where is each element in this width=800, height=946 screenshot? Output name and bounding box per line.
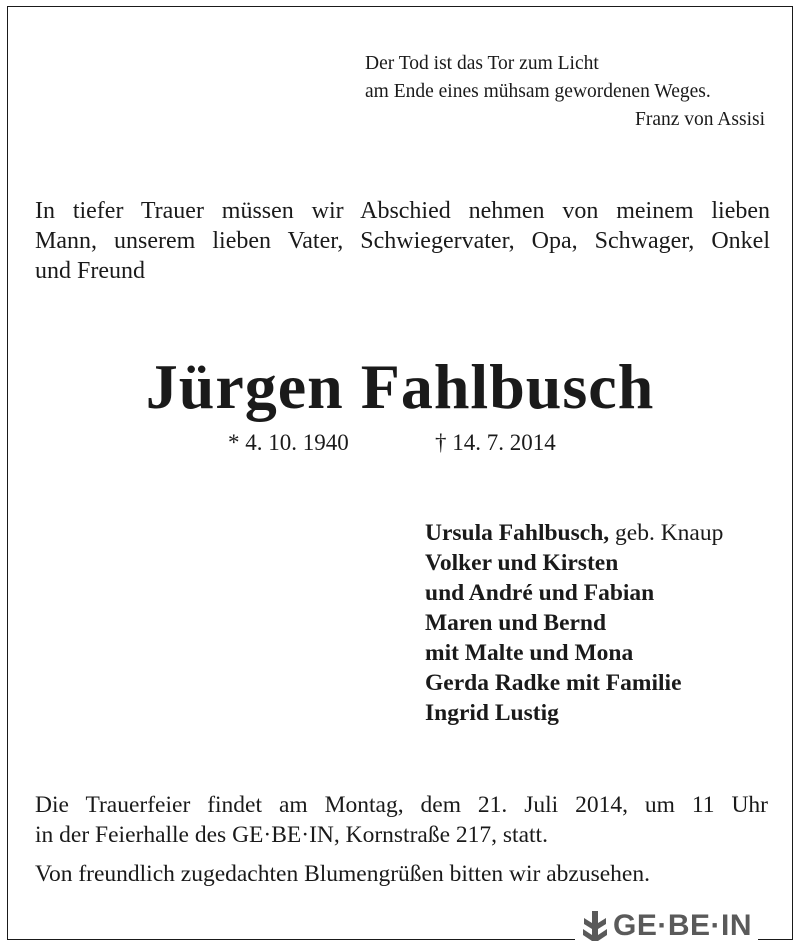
flowers-note: Von freundlich zugedachten Blumengrüßen bitten wir abzusehen. xyxy=(35,861,650,887)
mourner-line xyxy=(425,698,785,728)
mourner-line xyxy=(425,608,785,638)
gebein-logo-text: GE·BE·IN xyxy=(613,909,752,942)
mourner-name: Ingrid Lustig xyxy=(425,700,559,726)
death-date: † 14. 7. 2014 xyxy=(435,430,556,455)
ceremony-line: Die Trauerfeier findet am Montag, dem 21. Juli 2014, um 11 Uhr xyxy=(35,792,768,818)
intro-line: Mann, unserem lieben Vater, Schwiegervater, Opa, Schwager, Onkel xyxy=(35,228,770,254)
mourner-maiden-name: geb. Knaup xyxy=(609,520,724,546)
gebein-logo xyxy=(575,907,758,945)
mourner-line xyxy=(425,578,785,608)
intro-line: und Freund xyxy=(35,258,145,284)
life-dates xyxy=(0,428,800,458)
mourner-name: Maren und Bernd xyxy=(425,610,607,636)
gebein-logo-icon xyxy=(581,909,609,943)
quote-line: Der Tod ist das Tor zum Licht xyxy=(365,53,599,74)
mourner-name: mit Malte und Mona xyxy=(425,640,634,666)
deceased-name: Jürgen Fahlbusch xyxy=(145,351,655,422)
ceremony-line: in der Feierhalle des GE·BE·IN, Kornstraße 217, statt. xyxy=(35,822,548,848)
mourner-line xyxy=(425,668,785,698)
birth-date: * 4. 10. 1940 xyxy=(228,430,349,455)
mourner-line xyxy=(425,518,785,548)
mourner-name: und André und Fabian xyxy=(425,580,655,606)
quote-block xyxy=(365,50,765,134)
mourner-line xyxy=(425,548,785,578)
quote-author: Franz von Assisi xyxy=(634,109,765,130)
mourner-name: Gerda Radke mit Familie xyxy=(425,670,682,696)
mourner-name: Volker und Kirsten xyxy=(425,550,619,576)
ceremony-info xyxy=(35,790,768,850)
mourners-list xyxy=(425,518,785,728)
mourner-line xyxy=(425,638,785,668)
intro-text xyxy=(35,196,770,286)
mourner-primary-name: Ursula Fahlbusch, xyxy=(425,520,610,546)
intro-line: In tiefer Trauer müssen wir Abschied nehmen von meinem lieben xyxy=(35,198,770,224)
quote-line: am Ende eines mühsam gewordenen Weges. xyxy=(365,81,711,102)
